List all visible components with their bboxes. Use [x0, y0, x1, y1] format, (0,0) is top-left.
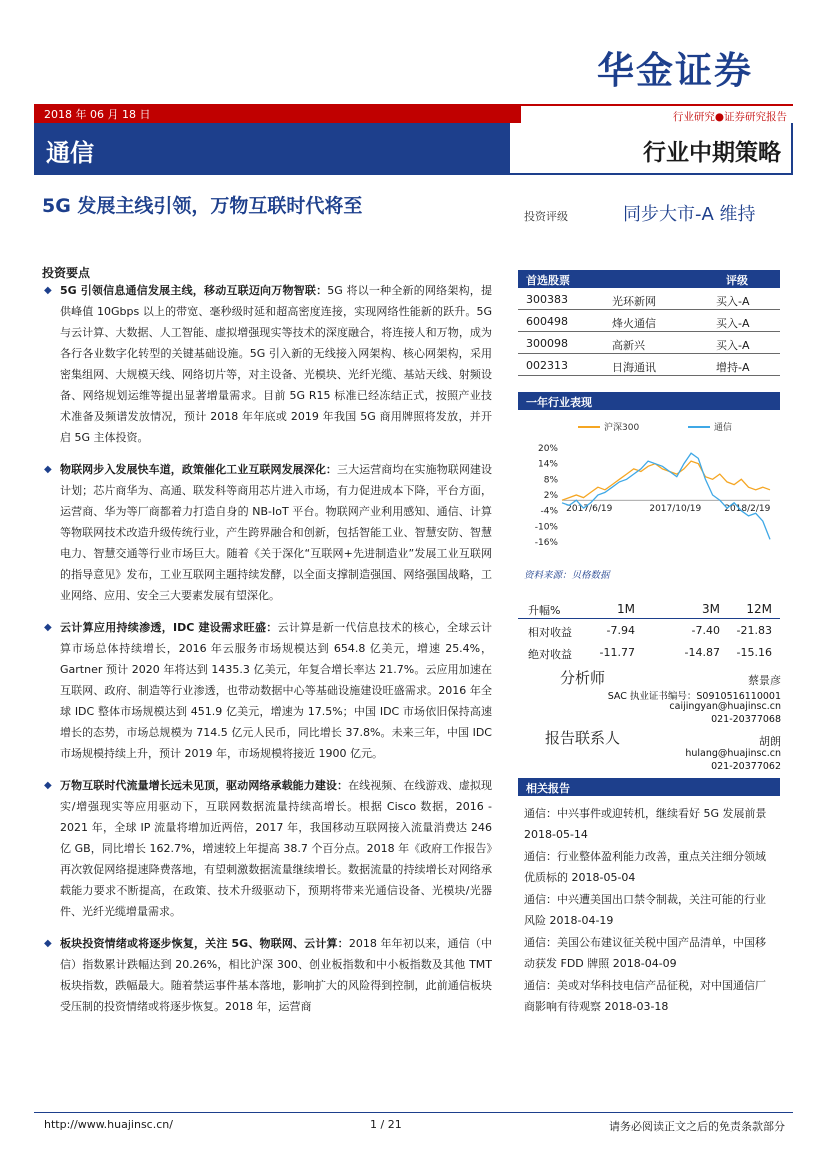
stock-code: 002313: [526, 359, 568, 372]
key-point-text: 2018 年年初以来，通信（中信）指数累计跌幅达到 20.26%，相比沪深 300、创业板指数和中小板指数及其他 TMT 板块指数，跌幅最大。随着禁运事件基本落地，影响扩大的风险得到控制，此前通信板块受压制的投资情绪或将逐步恢复。2018 年，运营商: [60, 937, 492, 1013]
related-report-link[interactable]: 通信：美或对华科技电信产品征税，对中国通信厂商影响有待观察 2018-03-18: [524, 979, 766, 1013]
column-3m: 3M: [702, 602, 720, 616]
key-point: [42, 933, 492, 1017]
stock-code: 300383: [526, 293, 568, 306]
row-label: 绝对收益: [528, 648, 572, 661]
table-row: [518, 354, 780, 376]
cell-1m: -11.77: [599, 646, 635, 659]
key-point-text: 三大运营商均在实施物联网建设计划；芯片商华为、高通、联发科等商用芯片进入市场，有力促进成本下降，平台方面，运营商、华为等厂商都着力打造自身的 NB-IoT 平台。物联网产业利用感知、通信、计算等物联网技术改造升级传统行业，产生跨界融合和创新，包括智能工业、智慧安防、智慧电力、智慧交通等行业市场巨大。随着《关于深化“互联网+先进制造业”发展工业互联网的指导意见》发布，工业互联网主题持续发酵，以全面支撑制造强国、网络强国战略，工业网络、应用、安全三大要素发展有望深化。: [60, 463, 493, 602]
related-header: [518, 778, 780, 796]
page-number: 1 / 21: [370, 1118, 402, 1131]
stock-rating: 增持-A: [716, 361, 750, 374]
analyst-name: 蔡景彦: [748, 674, 781, 687]
contact-phone: 021-20377062: [711, 761, 781, 772]
table-row: [518, 310, 780, 332]
analyst-email[interactable]: caijingyan@huajinsc.cn: [669, 701, 781, 712]
y-tick-label: -16%: [534, 538, 558, 548]
key-points-heading: 投资要点: [42, 266, 91, 280]
report-tag: 行业研究●证券研究报告: [672, 111, 787, 123]
performance-section: [518, 392, 780, 410]
related-report-link[interactable]: 通信：行业整体盈利能力改善，重点关注细分领域优质标的 2018-05-04: [524, 850, 766, 884]
diamond-bullet-icon: ◆: [44, 464, 52, 475]
chart-svg: [518, 414, 780, 554]
y-tick-label: 20%: [537, 444, 558, 454]
stock-name: 光环新网: [612, 295, 656, 308]
analyst-cert: SAC 执业证书编号：S0910516110001: [607, 691, 781, 702]
key-point: [42, 775, 492, 922]
performance-table: [518, 597, 780, 663]
legend-label: 沪深300: [604, 423, 640, 433]
performance-header: [518, 392, 780, 410]
key-point-title: 万物互联时代流量增长远未见顶，驱动网络承载能力建设：: [60, 779, 349, 792]
stock-rating: 买入-A: [716, 295, 750, 308]
table-row: [518, 288, 780, 310]
y-tick-label: 8%: [543, 475, 558, 486]
key-point-title: 云计算应用持续渗透，IDC 建设需求旺盛：: [60, 621, 278, 634]
cell-3m: -7.40: [691, 624, 720, 637]
key-point: [42, 280, 492, 448]
key-point: [42, 617, 492, 764]
series-line: [562, 453, 770, 539]
legend-label: 通信: [714, 423, 733, 433]
report-date: 2018 年 06 月 18 日: [44, 108, 151, 121]
stocks-header: [518, 270, 780, 288]
key-points-list: [42, 280, 492, 1028]
contact-email[interactable]: hulang@huajinsc.cn: [685, 748, 781, 759]
diamond-bullet-icon: ◆: [44, 780, 52, 791]
key-point-text: 云计算是新一代信息技术的核心，全球云计算市场总体持续增长，2016 年云服务市场规模达到 654.8 亿美元，增速 25.4%，Gartner 预计 2020 年将达到 1435.3 亿美元，年复合增长率达 21.7%。云应用加速在互联网、政府、制造等行业渗透，也带动数据中心等基础设施建设旺盛需求。2016 年全球 IDC 整体市场规模达到 451.9 亿美元，增速为 17.5%；中国 IDC 市场依旧保持高速增长的态势，市场总规模为 714.5 亿元人民币，同比增长 37.8%。未来三年，中国 IDC 市场规模持续上升，预计 2019 年，市场规模将接近 1900 亿元。: [60, 621, 492, 760]
y-tick-label: 2%: [543, 491, 558, 501]
row-label: 相对收益: [528, 626, 572, 639]
stock-name: 烽火通信: [612, 317, 656, 330]
sector-name: 通信: [46, 139, 94, 167]
x-tick-label: 2017/6/19: [566, 504, 613, 515]
company-logo: 华金证券: [597, 49, 753, 92]
date-bar: [34, 104, 793, 123]
series-line: [562, 461, 770, 500]
related-reports: [518, 778, 780, 1017]
footer-divider: [34, 1112, 793, 1113]
key-point-title: 物联网步入发展快车道，政策催化工业互联网发展深化：: [60, 463, 337, 476]
rating-value: 同步大市-A 维持: [623, 204, 756, 225]
contact-name: 胡朗: [759, 735, 781, 748]
diamond-bullet-icon: ◆: [44, 285, 52, 296]
performance-chart: [518, 414, 780, 554]
analyst-title: 分析师: [560, 669, 606, 687]
column-label: 升幅%: [528, 604, 561, 617]
report-tag-box: [521, 104, 793, 123]
stock-rating: 买入-A: [716, 339, 750, 352]
footer-disclaimer: 请务必阅读正文之后的免责条款部分: [609, 1120, 785, 1133]
x-tick-label: 2017/10/19: [649, 504, 702, 515]
stock-name: 日海通讯: [612, 361, 656, 374]
cell-12m: -15.16: [736, 646, 772, 659]
sector-banner: [34, 123, 510, 175]
cell-12m: -21.83: [736, 624, 772, 637]
related-heading: 相关报告: [526, 782, 570, 795]
column-1m: 1M: [617, 602, 635, 616]
report-type-box: [510, 123, 793, 175]
key-point-title: 5G 引领信息通信发展主线，移动互联迈向万物智联：: [60, 284, 328, 297]
column-12m: 12M: [746, 602, 772, 616]
footer-url[interactable]: http://www.huajinsc.cn/: [44, 1118, 173, 1131]
analyst-phone: 021-20377068: [711, 714, 781, 725]
key-point-title: 板块投资情绪或将逐步恢复，关注 5G、物联网、云计算：: [60, 937, 349, 950]
x-tick-label: 2018/2/19: [724, 504, 771, 515]
related-report-link[interactable]: 通信：中兴遭美国出口禁令制裁，关注可能的行业风险 2018-04-19: [524, 893, 766, 927]
cell-3m: -14.87: [684, 646, 720, 659]
stocks-header-left: 首选股票: [526, 274, 570, 287]
y-tick-label: -4%: [540, 506, 558, 517]
performance-heading: 一年行业表现: [526, 396, 592, 409]
stock-name: 高新兴: [612, 339, 645, 352]
contact-title: 报告联系人: [545, 729, 621, 747]
preferred-stocks-table: [518, 270, 780, 376]
stock-rating: 买入-A: [716, 317, 750, 330]
chart-source: 资料来源：贝格数据: [524, 570, 610, 581]
performance-table-header: [518, 597, 780, 619]
table-row: [518, 332, 780, 354]
stocks-header-right: 评级: [726, 274, 748, 287]
table-row: [518, 619, 780, 641]
rating-label: 投资评级: [524, 210, 568, 223]
y-tick-label: -10%: [534, 522, 558, 533]
report-headline: 5G 发展主线引领，万物互联时代将至: [42, 195, 363, 217]
related-report-link[interactable]: 通信：中兴事件或迎转机，继续看好 5G 发展前景 2018-05-14: [524, 807, 767, 841]
report-type: 行业中期策略: [643, 140, 781, 166]
cell-1m: -7.94: [606, 624, 635, 637]
key-point-text: 5G 将以一种全新的网络架构，提供峰值 10Gbps 以上的带宽、毫秒级时延和超高密度连接，实现网络性能新的跃升。5G 与云计算、大数据、人工智能、虚拟增强现实等技术的深度融合，将连接人和万物，成为各行各业数字化转型的关键基础设施。5G 引入新的无线接入网架构、核心网架构，采用密集组网、大规模天线、网络切片等，对主设备、光模块、光纤光缆、基站天线、射频设备、网络规划运维等提出显著增量需求。目前 5G R15 标准已经冻结正式，按照产业技术准备及频谱发放情况，预计 2018 年年底或 2019 年我国 5G 商用牌照将发放，并开启 5G 主体投资。: [60, 284, 492, 444]
key-point-text: 在线视频、在线游戏、虚拟现实/增强现实等应用驱动下，互联网数据流量持续高增长。根据 Cisco 数据，2016 - 2021 年，全球 IP 流量将增加近两倍，2017 年，我国移动互联网接入流量消费达 246 亿 GB，同比增长 162.7%，增速较上年提高 38.7 个百分点。2018 年《政府工作报告》再次敦促网络提速降费落地，有望刺激数据流量继续增长。数据流量的持续增长对网络承载能力要求不断提高，在政策、技术升级驱动下，预期将带来光通信设备、光模块/光器件、光纤光缆增量需求。: [60, 779, 493, 918]
key-point: [42, 459, 492, 606]
related-report-link[interactable]: 通信：美国公布建议征关税中国产品清单，中国移动获发 FDD 牌照 2018-04-09: [524, 936, 766, 970]
table-row: [518, 641, 780, 663]
stock-code: 600498: [526, 315, 568, 328]
diamond-bullet-icon: ◆: [44, 938, 52, 949]
diamond-bullet-icon: ◆: [44, 622, 52, 633]
y-tick-label: 14%: [537, 459, 558, 470]
stock-code: 300098: [526, 337, 568, 350]
